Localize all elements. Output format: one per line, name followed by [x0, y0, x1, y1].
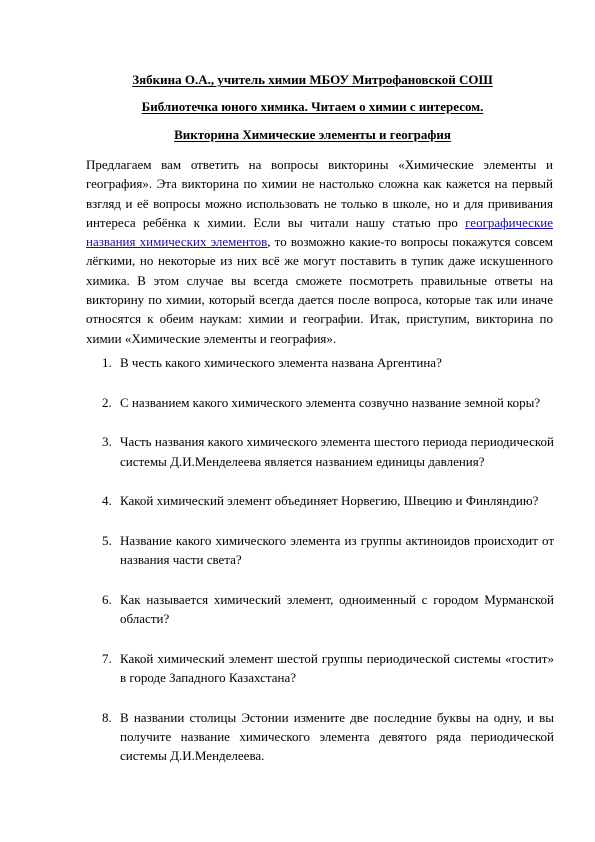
- question-item: [86, 353, 554, 372]
- question-text: В честь какого химического элемента названа Аргентина?: [120, 355, 442, 370]
- question-number: 6.: [102, 591, 112, 607]
- question-item: [86, 432, 554, 470]
- question-item: [86, 649, 554, 687]
- question-number: 4.: [102, 493, 112, 509]
- quiz-title: Викторина Химические элементы и география: [174, 127, 451, 142]
- question-number: 8.: [102, 709, 112, 725]
- library-heading: Библиотечка юного химика. Читаем о химии с интересом.: [141, 99, 484, 114]
- question-item: [86, 491, 554, 510]
- question-number: 3.: [102, 434, 112, 450]
- question-item: [86, 590, 554, 628]
- question-item: [86, 393, 554, 412]
- question-number: 5.: [102, 533, 112, 549]
- question-text: Название какого химического элемента из группы актиноидов происходит от названия части света?: [120, 533, 554, 568]
- question-list: [86, 353, 554, 786]
- intro-text-after-link: , то возможно какие-то вопросы покажутся совсем лёгкими, но некоторые из них всё же могут поставить в тупик даже искушенного химика. В этом случае вы всегда сможете посмотреть правильные ответы на викторину по химии, который всегда дается после вопроса, которые так или иначе относятся к обеим наукам: химии и географии. Итак, приступим, викторина по химии «Химические элементы и география».: [86, 234, 553, 346]
- question-text: Часть названия какого химического элемента шестого периода периодической системы Д.И.Менделеева является названием единицы давления?: [120, 434, 554, 469]
- question-number: 2.: [102, 394, 112, 410]
- question-item: [86, 708, 554, 766]
- question-text: Какой химический элемент шестой группы периодической системы «гостит» в городе Западного Казахстана?: [120, 650, 554, 686]
- question-text: Какой химический элемент объединяет Норвегию, Швецию и Финляндию?: [120, 493, 539, 509]
- question-number: 1.: [102, 355, 112, 370]
- geographic-names-link[interactable]: географические названия химических элементов: [86, 214, 553, 250]
- intro-paragraph: [86, 155, 553, 348]
- question-item: [86, 531, 554, 569]
- question-text: С названием какого химического элемента созвучно название земной коры?: [120, 394, 541, 410]
- intro-text-before-link: Предлагаем вам ответить на вопросы викторины «Химические элементы и география». Эта викторина по химии не настолько сложна как кажется на первый взгляд и её вопросы можно использовать не только в школе, но и для прививания интереса ребёнка к химии. Если вы читали нашу статью про: [86, 157, 553, 230]
- question-number: 7.: [102, 650, 112, 666]
- author-heading: Зябкина О.А., учитель химии МБОУ Митрофановской СОШ: [132, 72, 493, 87]
- question-text: В названии столицы Эстонии измените две последние буквы на одну, и вы получите название химического элемента девятого ряда периодической системы Д.И.Менделеева.: [120, 709, 554, 764]
- question-text: Как называется химический элемент, одноименный с городом Мурманской области?: [120, 591, 554, 627]
